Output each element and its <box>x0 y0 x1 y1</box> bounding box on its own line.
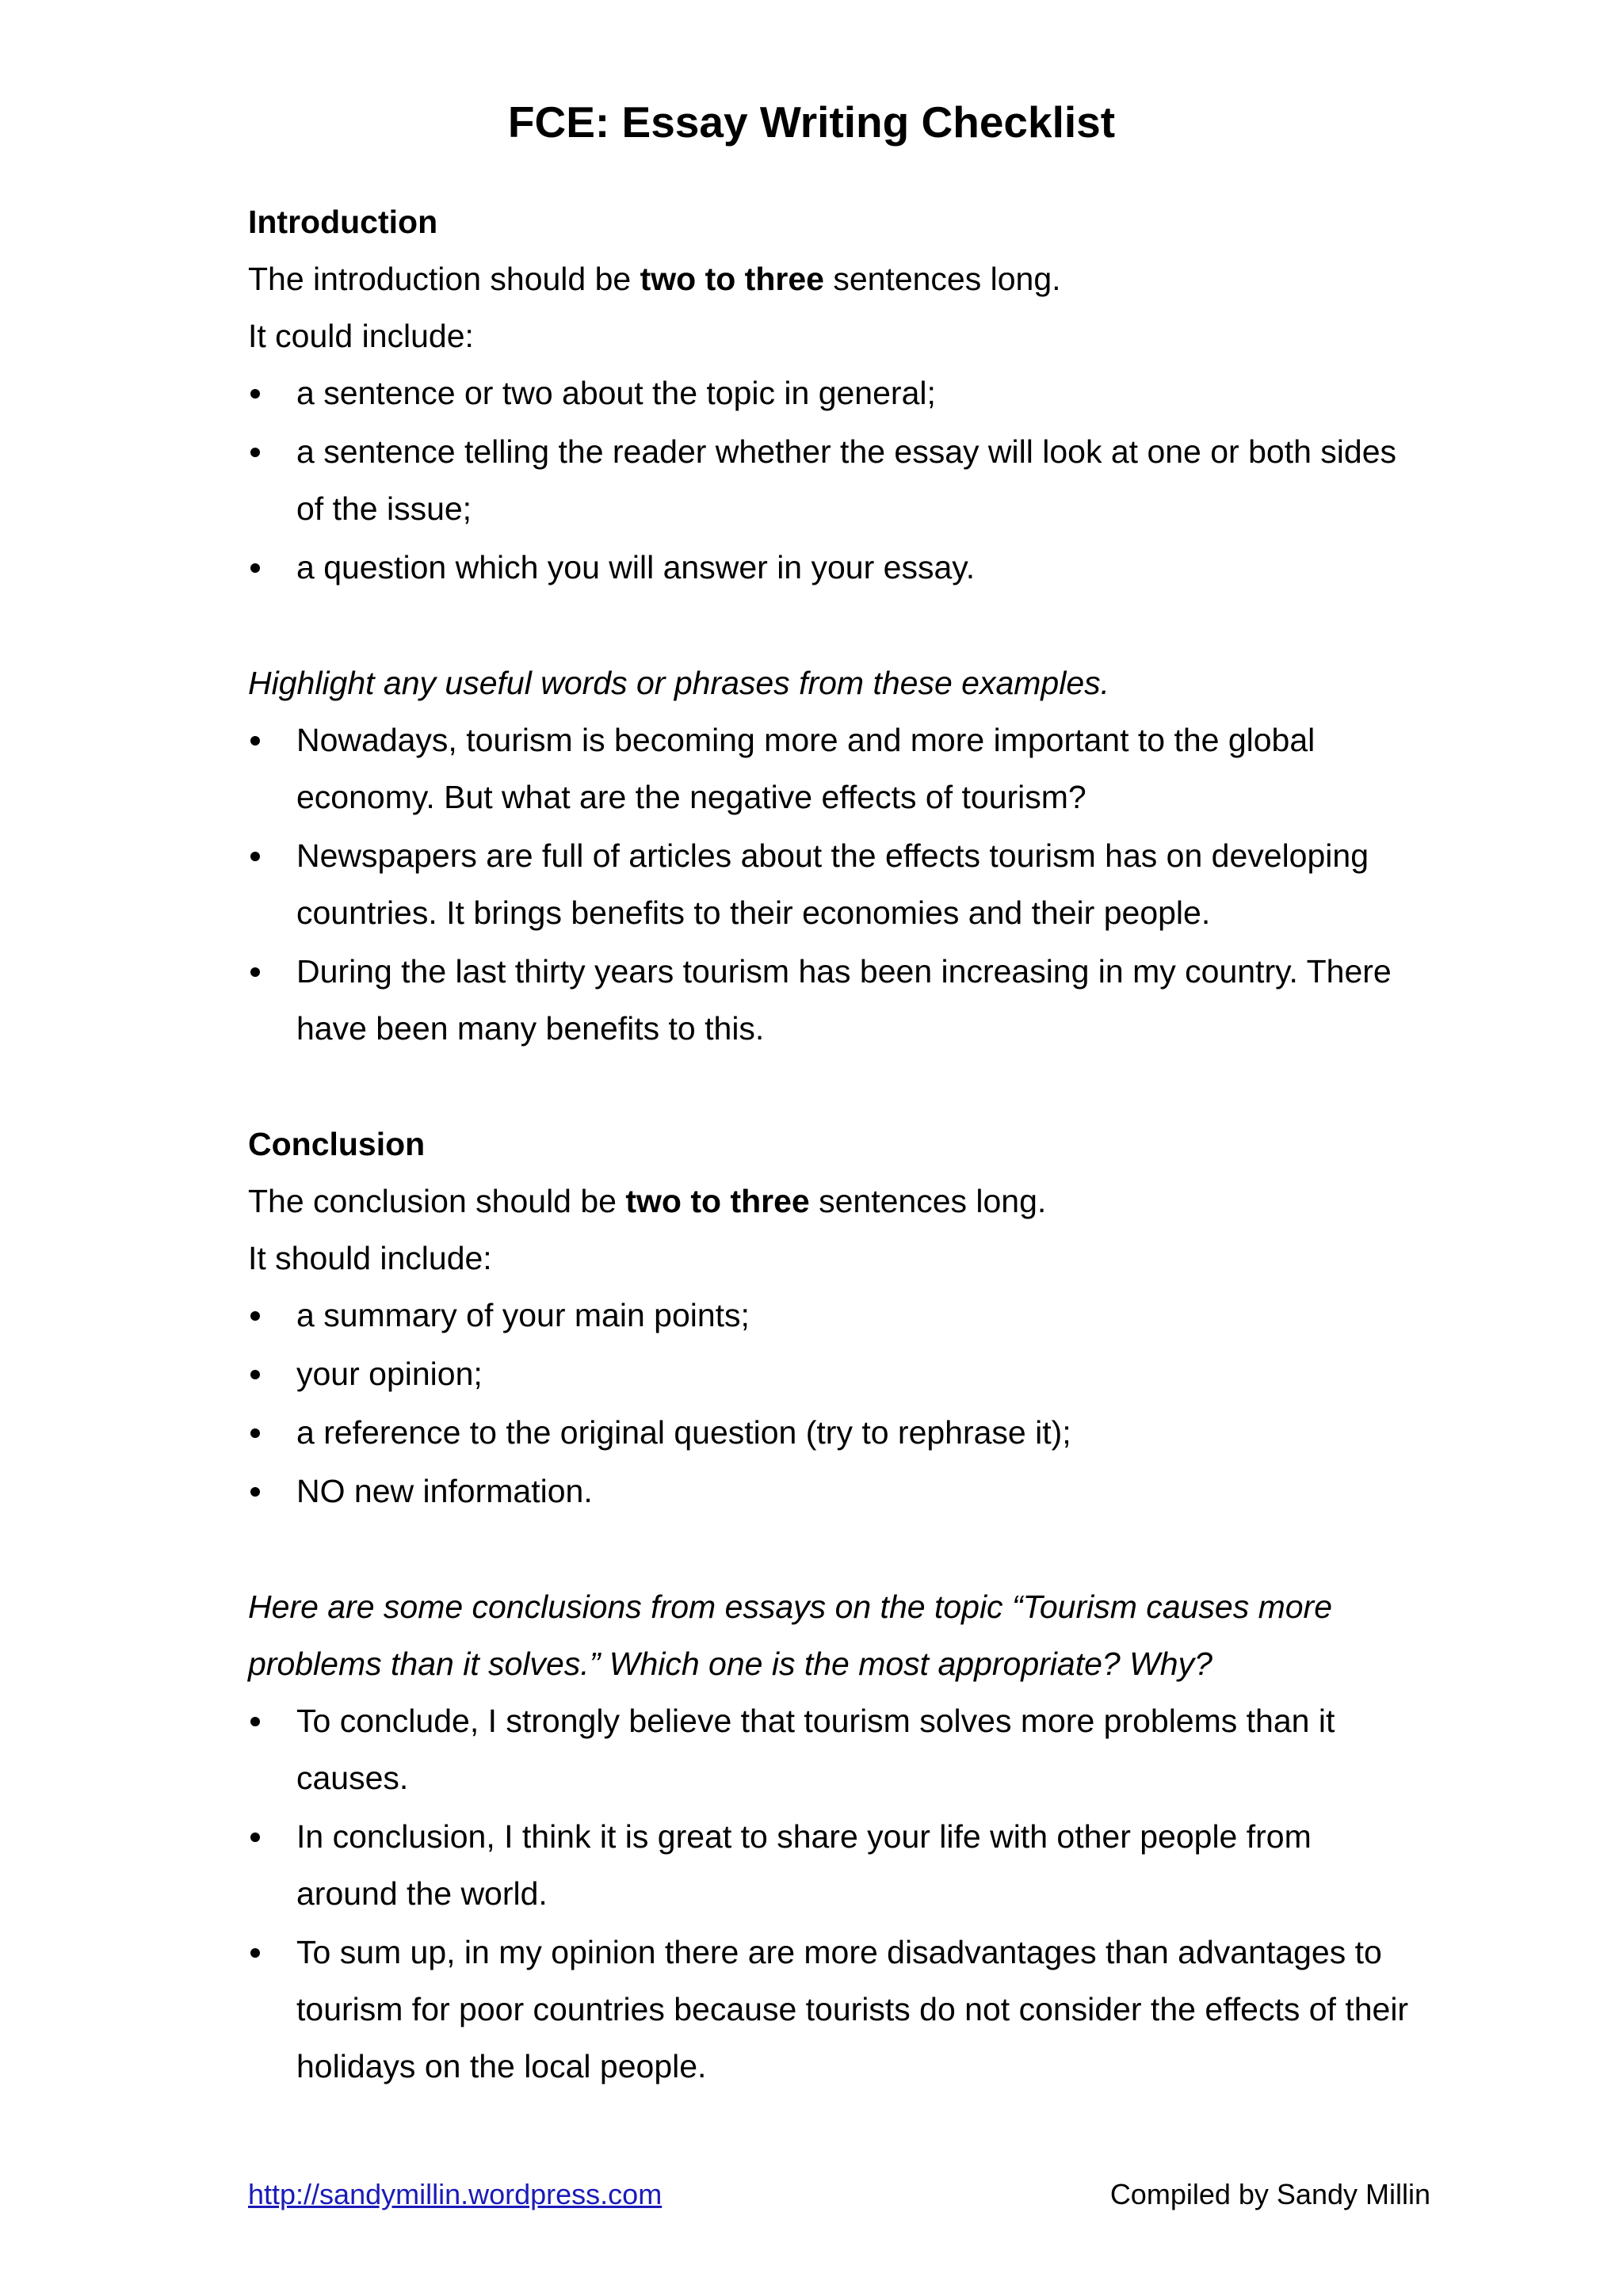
list-item <box>248 1463 1421 1520</box>
list-item <box>248 1404 1421 1461</box>
list-item-text: To conclude, I strongly believe that tourism solves more problems than it causes. <box>296 1703 1335 1796</box>
list-item <box>248 711 1421 826</box>
bullet-icon <box>250 1948 260 1958</box>
introduction-examples-list <box>248 711 1421 1057</box>
conclusion-length-text <box>248 1173 1421 1230</box>
conclusion-length-before: The conclusion should be <box>248 1183 626 1219</box>
list-item-text: your opinion; <box>296 1356 483 1392</box>
page-title: FCE: Essay Writing Checklist <box>507 97 1116 147</box>
introduction-length-after: sentences long. <box>823 261 1061 297</box>
spacer <box>248 1058 1421 1116</box>
conclusion-heading: Conclusion <box>248 1126 426 1162</box>
introduction-length-bold: two to three <box>640 261 824 297</box>
bullet-icon <box>250 448 260 457</box>
introduction-length-text <box>248 250 1421 307</box>
list-item-text: In conclusion, I think it is great to share your life with other people from around the world. <box>296 1818 1312 1912</box>
introduction-include-label: It could include: <box>248 318 474 354</box>
introduction-heading: Introduction <box>248 204 438 240</box>
conclusion-length-after: sentences long. <box>809 1183 1047 1219</box>
introduction-items-list <box>248 364 1421 596</box>
list-item <box>248 1808 1421 1922</box>
conclusion-examples-list <box>248 1692 1421 2095</box>
list-item <box>248 364 1421 421</box>
conclusion-items-list <box>248 1287 1421 1520</box>
list-item-text: a sentence telling the reader whether the essay will look at one or both sides of the issue; <box>296 433 1396 527</box>
list-item-text: During the last thirty years tourism has been increasing in my country. There have been many benefits to this. <box>296 953 1392 1047</box>
list-item <box>248 1692 1421 1806</box>
bullet-icon <box>250 563 260 573</box>
spacer <box>248 597 1421 654</box>
conclusion-examples-instruction: Here are some conclusions from essays on the topic “Tourism causes more problems than it solves.” Which one is the most appropriate? Why? <box>248 1589 1332 1682</box>
list-item-text: a question which you will answer in your essay. <box>296 549 976 585</box>
footer-website-link[interactable]: http://sandymillin.wordpress.com <box>248 2178 663 2210</box>
bullet-icon <box>250 1311 260 1321</box>
bullet-icon <box>250 1833 260 1842</box>
bullet-icon <box>250 967 260 977</box>
spacer <box>248 1521 1421 1578</box>
list-item-text: To sum up, in my opinion there are more disadvantages than advantages to tourism for poor countries because tourists do not consider the effects of their holidays on the local people. <box>296 1934 1409 2084</box>
bullet-icon <box>250 736 260 746</box>
conclusion-include-label: It should include: <box>248 1240 492 1276</box>
conclusion-length-bold: two to three <box>625 1183 810 1219</box>
bullet-icon <box>250 1370 260 1379</box>
list-item <box>248 1287 1421 1344</box>
bullet-icon <box>250 1428 260 1438</box>
introduction-examples-instruction: Highlight any useful words or phrases from these examples. <box>248 665 1110 701</box>
list-item-text: a sentence or two about the topic in general; <box>296 375 936 411</box>
list-item <box>248 1924 1421 2095</box>
list-item <box>248 827 1421 941</box>
footer-credit: Compiled by Sandy Millin <box>1109 2178 1430 2210</box>
list-item <box>248 1345 1421 1402</box>
list-item <box>248 539 1421 596</box>
list-item-text: NO new information. <box>296 1473 593 1509</box>
bullet-icon <box>250 852 260 861</box>
bullet-icon <box>250 1487 260 1497</box>
bullet-icon <box>250 389 260 399</box>
list-item-text: a reference to the original question (try to rephrase it); <box>296 1414 1071 1451</box>
document-body <box>248 193 1421 2096</box>
list-item-text: a summary of your main points; <box>296 1297 750 1333</box>
introduction-length-before: The introduction should be <box>248 261 640 297</box>
list-item-text: Nowadays, tourism is becoming more and more important to the global economy. But what are the negative effects of tourism? <box>296 722 1316 815</box>
bullet-icon <box>250 1717 260 1726</box>
list-item <box>248 423 1421 537</box>
list-item-text: Newspapers are full of articles about the effects tourism has on developing countries. It brings benefits to their economies and their people. <box>296 837 1369 931</box>
list-item <box>248 943 1421 1057</box>
